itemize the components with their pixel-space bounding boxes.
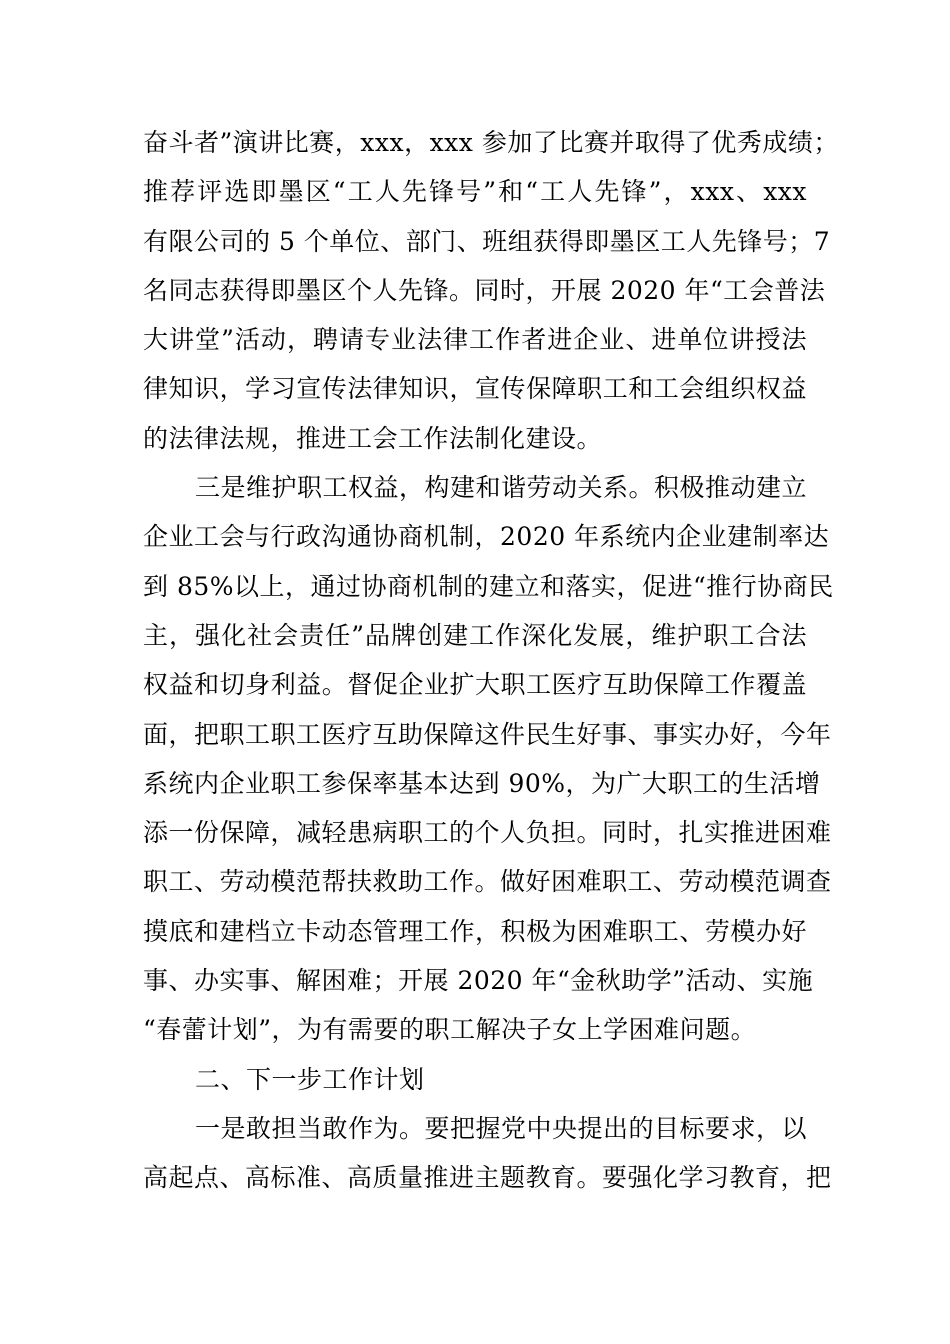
text-line: 职工、劳动模范帮扶救助工作。做好困难职工、劳动模范调查 [143,867,832,897]
text-line: 摸底和建档立卡动态管理工作，积极为困难职工、劳模办好 [143,916,807,946]
text-line: 律知识，学习宣传法律知识，宣传保障职工和工会组织权益 [143,374,807,404]
text-line: 面，把职工职工医疗互助保障这件民生好事、事实办好，今年 [143,719,832,749]
text-line: 大讲堂”活动，聘请专业法律工作者进企业、进单位讲授法 [143,325,807,355]
text-line: 三是维护职工权益，构建和谐劳动关系。积极推动建立 [195,473,808,503]
text-line: 事、办实事、解困难；开展 2020 年“金秋助学”活动、实施 [143,966,814,996]
document-body [143,118,839,1203]
text-line: 二、下一步工作计划 [195,1064,425,1094]
text-line: 一是敢担当敢作为。要把握党中央提出的目标要求，以 [195,1113,808,1143]
text-line: 企业工会与行政沟通协商机制，2020 年系统内企业建制率达 [143,522,830,552]
text-line: 高起点、高标准、高质量推进主题教育。要强化学习教育，把 [143,1163,832,1193]
text-line: 名同志获得即墨区个人先锋。同时，开展 2020 年“工会普法 [143,275,826,305]
text-line: 到 85%以上，通过协商机制的建立和落实，促进“推行协商民 [143,571,834,601]
text-line: 主，强化社会责任”品牌创建工作深化发展，维护职工合法 [143,620,807,650]
text-line: 推荐评选即墨区“工人先锋号”和“工人先锋”，xxx、xxx [143,177,807,207]
text-line: 权益和切身利益。督促企业扩大职工医疗互助保障工作覆盖 [143,670,807,700]
text-line: “春蕾计划”，为有需要的职工解决子女上学困难问题。 [143,1015,757,1045]
text-line: 的法律法规，推进工会工作法制化建设。 [143,423,603,453]
text-line: 奋斗者”演讲比赛，xxx，xxx 参加了比赛并取得了优秀成绩； [143,128,839,157]
text-line: 系统内企业职工参保率基本达到 90%，为广大职工的生活增 [143,768,821,798]
text-line: 有限公司的 5 个单位、部门、班组获得即墨区工人先锋号；7 [143,226,831,256]
text-line: 添一份保障，减轻患病职工的个人负担。同时，扎实推进困难 [143,818,832,848]
